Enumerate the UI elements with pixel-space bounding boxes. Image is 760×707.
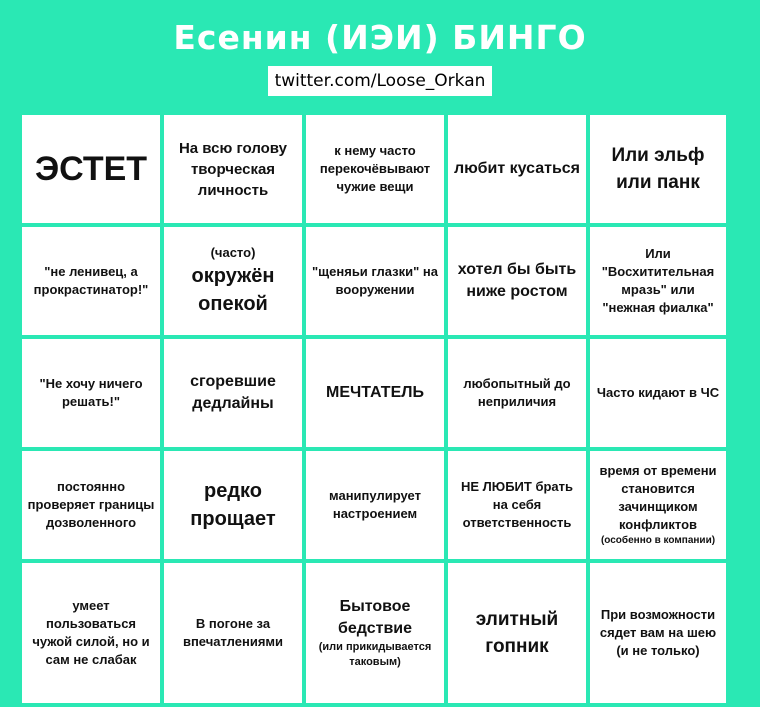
bingo-cell[interactable] (20, 225, 162, 337)
bingo-grid (20, 113, 728, 705)
bingo-cell[interactable] (162, 225, 304, 337)
cell-pretext: (часто) (210, 245, 256, 260)
bingo-cell[interactable] (304, 225, 446, 337)
bingo-cell[interactable] (304, 113, 446, 225)
bingo-cell[interactable] (588, 113, 728, 225)
bingo-cell[interactable] (446, 113, 588, 225)
cell-text: Или "Восхитительная мразь" или "нежная фиалка" (601, 246, 715, 315)
cell-subtext: (или прикидывается таковым) (318, 641, 432, 668)
bingo-cell[interactable] (20, 113, 162, 225)
bingo-cell[interactable] (162, 337, 304, 449)
bingo-cell[interactable] (446, 561, 588, 705)
cell-text: время от времени становится зачинщиком конфликтов (599, 463, 717, 532)
cell-text: умеет пользоваться чужой силой, но и сам не слабак (32, 598, 150, 667)
cell-text: МЕЧТАТЕЛЬ (326, 384, 424, 401)
page-title: Есенин (ИЭИ) БИНГО (173, 18, 587, 57)
bingo-cell[interactable] (446, 449, 588, 561)
cell-text: "щеняьи глазки" на вооружении (312, 264, 438, 297)
cell-text: В погоне за впечатлениями (182, 616, 284, 649)
bingo-cell[interactable] (162, 449, 304, 561)
cell-text: окружён опекой (191, 265, 275, 315)
bingo-cell[interactable] (588, 449, 728, 561)
bingo-cell[interactable] (304, 561, 446, 705)
cell-text: При возможности сядет вам на шею (599, 607, 717, 640)
cell-text: "не ленивец, а прокрастинатор!" (33, 264, 149, 297)
bingo-cell[interactable] (588, 337, 728, 449)
bingo-cell[interactable] (162, 113, 304, 225)
cell-text: любит кусаться (453, 160, 581, 177)
cell-text: Или эльф или панк (611, 145, 705, 193)
cell-text: На всю голову творческая личность (178, 139, 288, 199)
cell-text: любопытный до неприличия (463, 376, 571, 409)
bingo-cell[interactable] (446, 225, 588, 337)
bingo-cell[interactable] (304, 337, 446, 449)
cell-text: элитный гопник (475, 609, 559, 657)
cell-text: постоянно проверяет границы дозволенного (27, 479, 155, 530)
bingo-cell[interactable] (304, 449, 446, 561)
bingo-cell[interactable] (162, 561, 304, 705)
cell-text: к нему часто перекочёвывают чужие вещи (319, 143, 431, 194)
bingo-cell[interactable] (588, 561, 728, 705)
cell-text: НЕ ЛЮБИТ брать на себя ответственность (461, 479, 573, 530)
bingo-cell[interactable] (446, 337, 588, 449)
cell-text: "Не хочу ничего решать!" (39, 376, 143, 409)
bingo-cell[interactable] (588, 225, 728, 337)
cell-text: сгоревшие дедлайны (190, 373, 276, 412)
bingo-cell[interactable] (20, 561, 162, 705)
cell-text: Бытовое бедствие (337, 598, 413, 637)
twitter-handle: twitter.com/Loose_Orkan (268, 66, 492, 96)
cell-text: хотел бы быть ниже ростом (457, 261, 577, 300)
cell-subtext: (и не только) (616, 643, 700, 658)
bingo-cell[interactable] (20, 449, 162, 561)
bingo-cell[interactable] (20, 337, 162, 449)
cell-text: ЭСТЕТ (34, 150, 148, 188)
cell-subtext: (особенно в компании) (600, 535, 716, 546)
cell-text: редко прощает (190, 480, 276, 530)
cell-text: Часто кидают в ЧС (596, 385, 720, 400)
cell-text: манипулирует настроением (329, 488, 421, 521)
